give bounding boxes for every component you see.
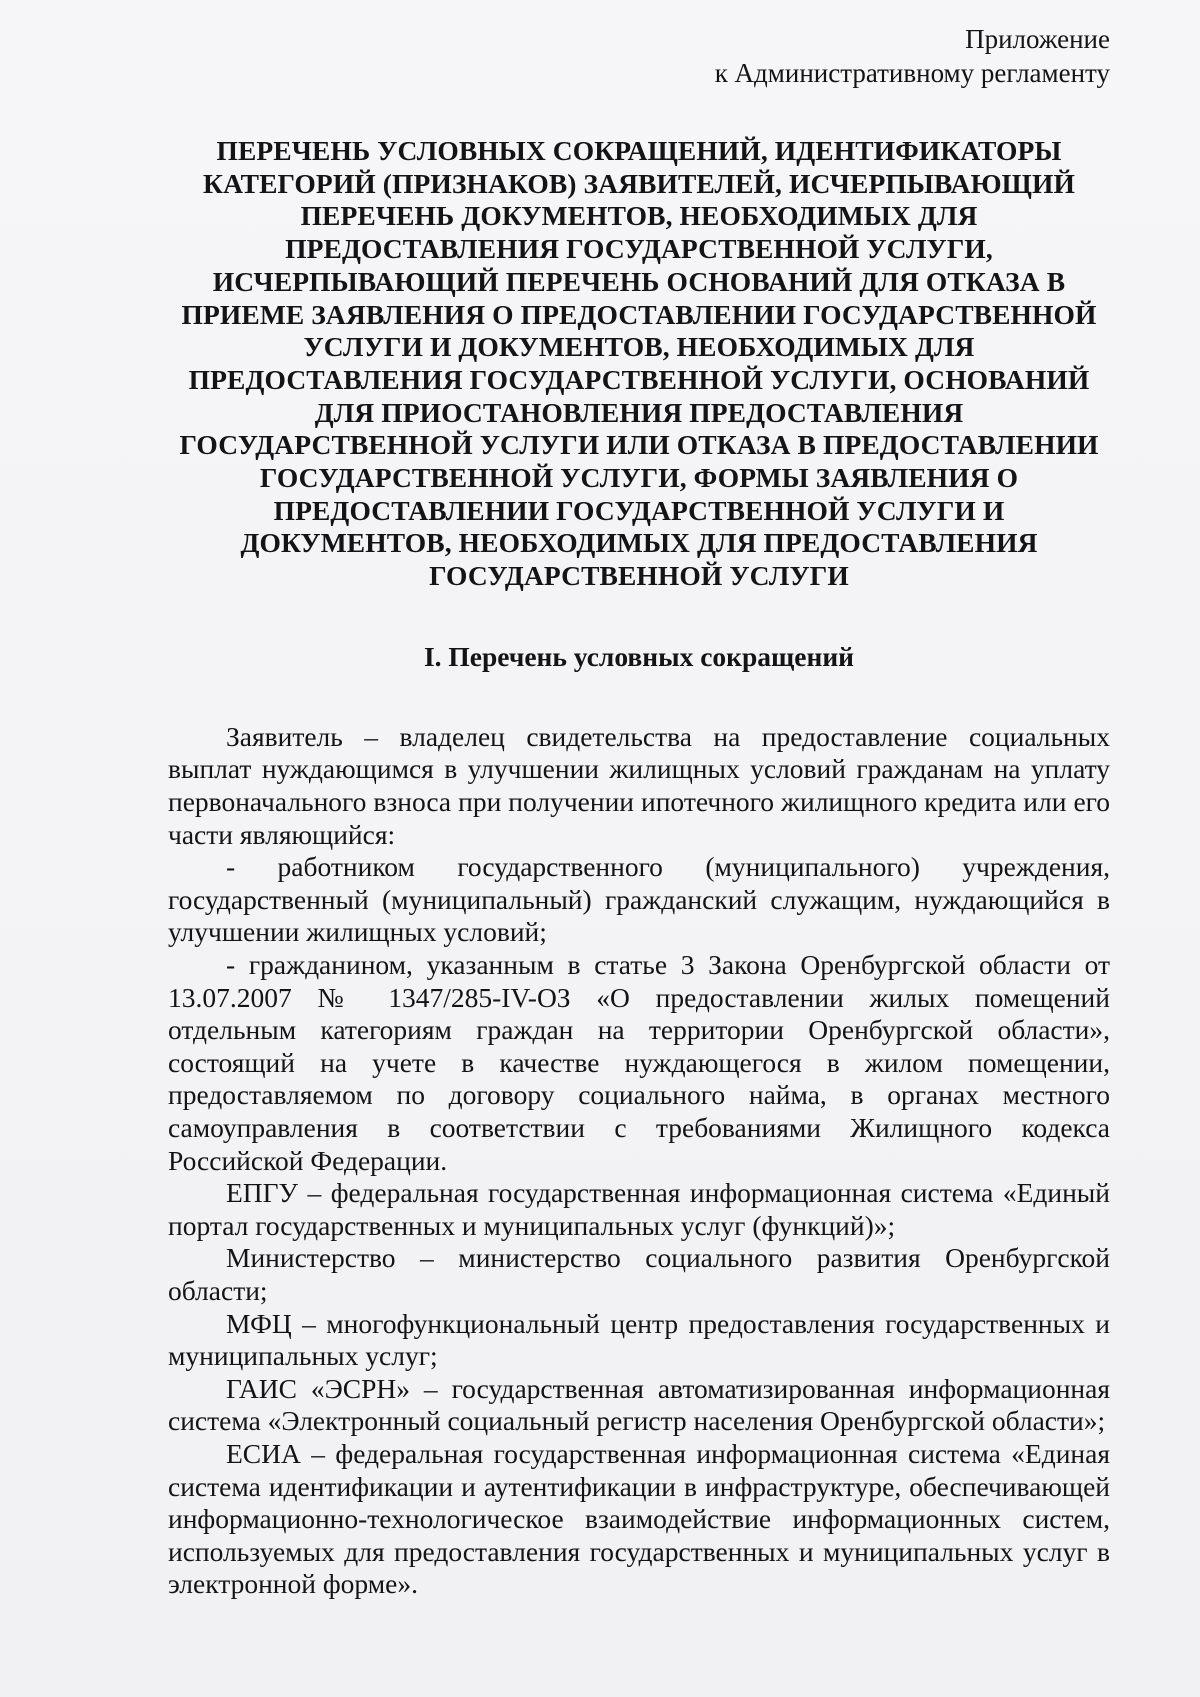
section-heading: I. Перечень условных сокращений <box>423 640 855 672</box>
paragraph-ministry: Министерство – министерство социального развития Оренбургской области; <box>168 1242 1110 1306</box>
paragraph-applicant: Заявитель – владелец свидетельства на предоставление социальных выплат нуждающимся в улучшении жилищных условий гражданам на уплату первоначального взноса при получении ипотечного жилищного кредита или его части являющийся: <box>168 720 1110 850</box>
section-body <box>168 721 1110 1601</box>
paragraph-gais-esrn: ГАИС «ЭСРН» – государственная автоматизированная информационная система «Электронный социальный регистр населения Оренбургской области»; <box>168 1372 1110 1437</box>
document-title: ПЕРЕЧЕНЬ УСЛОВНЫХ СОКРАЩЕНИЙ, ИДЕНТИФИКАТОРЫ КАТЕГОРИЙ (ПРИЗНАКОВ) ЗАЯВИТЕЛЕЙ, ИСЧЕРПЫВАЮЩИЙ ПЕРЕЧЕНЬ ДОКУМЕНТОВ, НЕОБХОДИМЫХ ДЛЯ ПРЕДОСТАВЛЕНИЯ ГОСУДАРСТВЕННОЙ УСЛУГИ, ИСЧЕРПЫВАЮЩИЙ ПЕРЕЧЕНЬ ОСНОВАНИЙ ДЛЯ ОТКАЗА В ПРИЕМЕ ЗАЯВЛЕНИЯ О ПРЕДОСТАВЛЕНИИ ГОСУДАРСТВЕННОЙ УСЛУГИ И ДОКУМЕНТОВ, НЕОБХОДИМЫХ ДЛЯ ПРЕДОСТАВЛЕНИЯ ГОСУДАРСТВЕННОЙ УСЛУГИ, ОСНОВАНИЙ ДЛЯ ПРИОСТАНОВЛЕНИЯ ПРЕДОСТАВЛЕНИЯ ГОСУДАРСТВЕННОЙ УСЛУГИ ИЛИ ОТКАЗА В ПРЕДОСТАВЛЕНИИ ГОСУДАРСТВЕННОЙ УСЛУГИ, ФОРМЫ ЗАЯВЛЕНИЯ О ПРЕДОСТАВЛЕНИИ ГОСУДАРСТВЕННОЙ УСЛУГИ И ДОКУМЕНТОВ, НЕОБХОДИМЫХ ДЛЯ ПРЕДОСТАВЛЕНИЯ ГОСУДАРСТВЕННОЙ УСЛУГИ <box>179 135 1099 592</box>
appendix-note <box>168 22 1110 90</box>
paragraph-applicant-item-2: - гражданином, указанным в статье 3 Закона Оренбургской области от 13.07.2007 № 1347/285-IV-ОЗ «О предоставлении жилых помещений отдельным категориям граждан на территории Оренбургской области», состоящий на учете в качестве нуждающегося в жилом помещении, предоставляемом по договору социального найма, в органах местного самоуправления в соответствии с требованиями Жилищного кодекса Российской Федерации. <box>168 949 1110 1176</box>
appendix-line-1: Приложение <box>965 24 1110 54</box>
paragraph-esia: ЕСИА – федеральная государственная информационная система «Единая система идентификации и аутентификации в инфраструктуре, обеспечивающей информационно-технологическое взаимодействие информационных систем, используемых для предоставления государственных и муниципальных услуг в электронной форме». <box>168 1437 1110 1600</box>
paragraph-applicant-item-1: - работником государственного (муниципального) учреждения, государственный (муниципальный) гражданский служащим, нуждающийся в улучшении жилищных условий; <box>168 851 1110 948</box>
paragraph-mfc: МФЦ – многофункциональный центр предоставления государственных и муниципальных услуг; <box>168 1307 1110 1372</box>
appendix-line-2: к Административному регламенту <box>714 58 1110 88</box>
paragraph-epgu: ЕПГУ – федеральная государственная информационная система «Единый портал государственных и муниципальных услуг (функций)»; <box>168 1177 1110 1241</box>
